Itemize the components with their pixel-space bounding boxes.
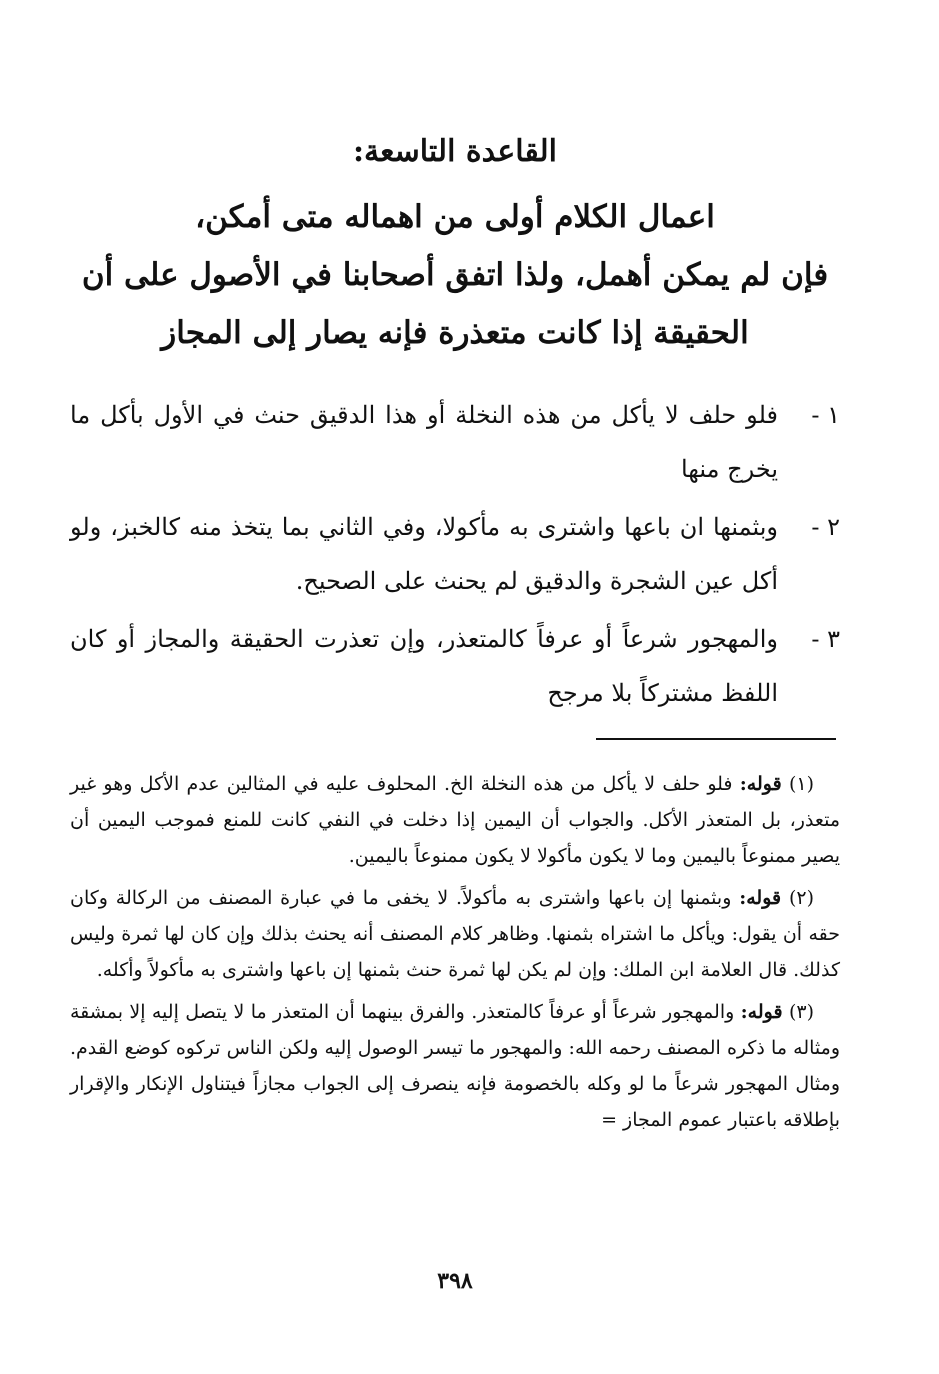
rule-line-3: الحقيقة إذا كانت متعذرة فإنه يصار إلى المجاز (161, 315, 749, 351)
footnote-marker: (١) (788, 773, 815, 795)
item-text: والمهجور شرعاً أو عرفاً كالمتعذر، وإن تعذرت الحقيقة والمجاز أو كان اللفظ مشتركاً بلا مرجح (70, 625, 778, 707)
rule-item (70, 612, 840, 720)
rule-heading (70, 130, 840, 362)
footnote (70, 766, 840, 874)
rule-items (70, 388, 840, 720)
item-text: وبثمنها ان باعها واشترى به مأكولا، وفي الثاني بما يتخذ منه كالخبز، ولو أكل عين الشجرة والدقيق لم يحنث على الصحيح. (70, 513, 778, 595)
footnote-key: قوله: (739, 773, 782, 795)
footnote-divider (596, 738, 836, 740)
rule-item (70, 500, 840, 608)
item-text: فلو حلف لا يأكل من هذه النخلة أو هذا الدقيق حنث في الأول بأكل ما يخرج منها (70, 401, 778, 483)
book-page (70, 130, 840, 1310)
page-number: ٣٩٨ (437, 1268, 473, 1294)
item-number: ١ - (811, 401, 840, 429)
footnote-key: قوله: (740, 1001, 783, 1023)
item-number: ٢ - (811, 513, 840, 541)
footnote-text: وبثمنها إن باعها واشترى به مأكولاً. لا يخفى ما في عبارة المصنف من الركالة وكان حقه أن يقول: ويأكل ما اشتراه بثمنها. وظاهر كلام المصنف أنه يحنث بذلك وإن كان لها ثمرة وليس كذلك. قال العلامة ابن الملك: وإن لم يكن لها ثمرة حنث بثمنها إن باعها واشترى به مأكولاً وأكله. (70, 887, 840, 981)
footnote-marker: (٣) (788, 1001, 814, 1023)
footnote (70, 994, 840, 1138)
rule-label: القاعدة التاسعة: (352, 134, 558, 169)
footnote-key: قوله: (739, 887, 782, 909)
footnote-text: فلو حلف لا يأكل من هذه النخلة الخ. المحلوف عليه في المثالين عدم الأكل وهو غير متعذر، بل المتعذر الأكل. والجواب أن اليمين إذا دخلت في النفي كانت للمنع فموجب اليمين أن يصير ممنوعاً باليمين وما لا يكون مأكولا لا يكون ممنوعاً باليمين. (70, 773, 840, 867)
rule-line-1: اعمال الكلام أولى من اهماله متى أمكن، (195, 199, 715, 235)
item-number: ٣ - (811, 625, 840, 653)
footnotes (70, 766, 840, 1138)
footnote-marker: (٢) (788, 887, 814, 909)
rule-line-2: فإن لم يمكن أهمل، ولذا اتفق أصحابنا في الأصول على أن (81, 257, 829, 293)
footnote (70, 880, 840, 988)
rule-item (70, 388, 840, 496)
footnote-text: والمهجور شرعاً أو عرفاً كالمتعذر. والفرق بينهما أن المتعذر ما لا يتصل إليه إلا بمشقة ومثاله ما ذكره المصنف رحمه الله: والمهجور ما تيسر الوصول إليه ولكن الناس تركوه كوضع القدم. ومثال المهجور شرعاً ما لو وكله بالخصومة فإنه ينصرف إلى الجواب مجازاً فيتناول الإنكار والإقرار بإطلاقه باعتبار عموم المجاز = (70, 1001, 840, 1131)
footnote-divider-wrap (70, 724, 840, 766)
